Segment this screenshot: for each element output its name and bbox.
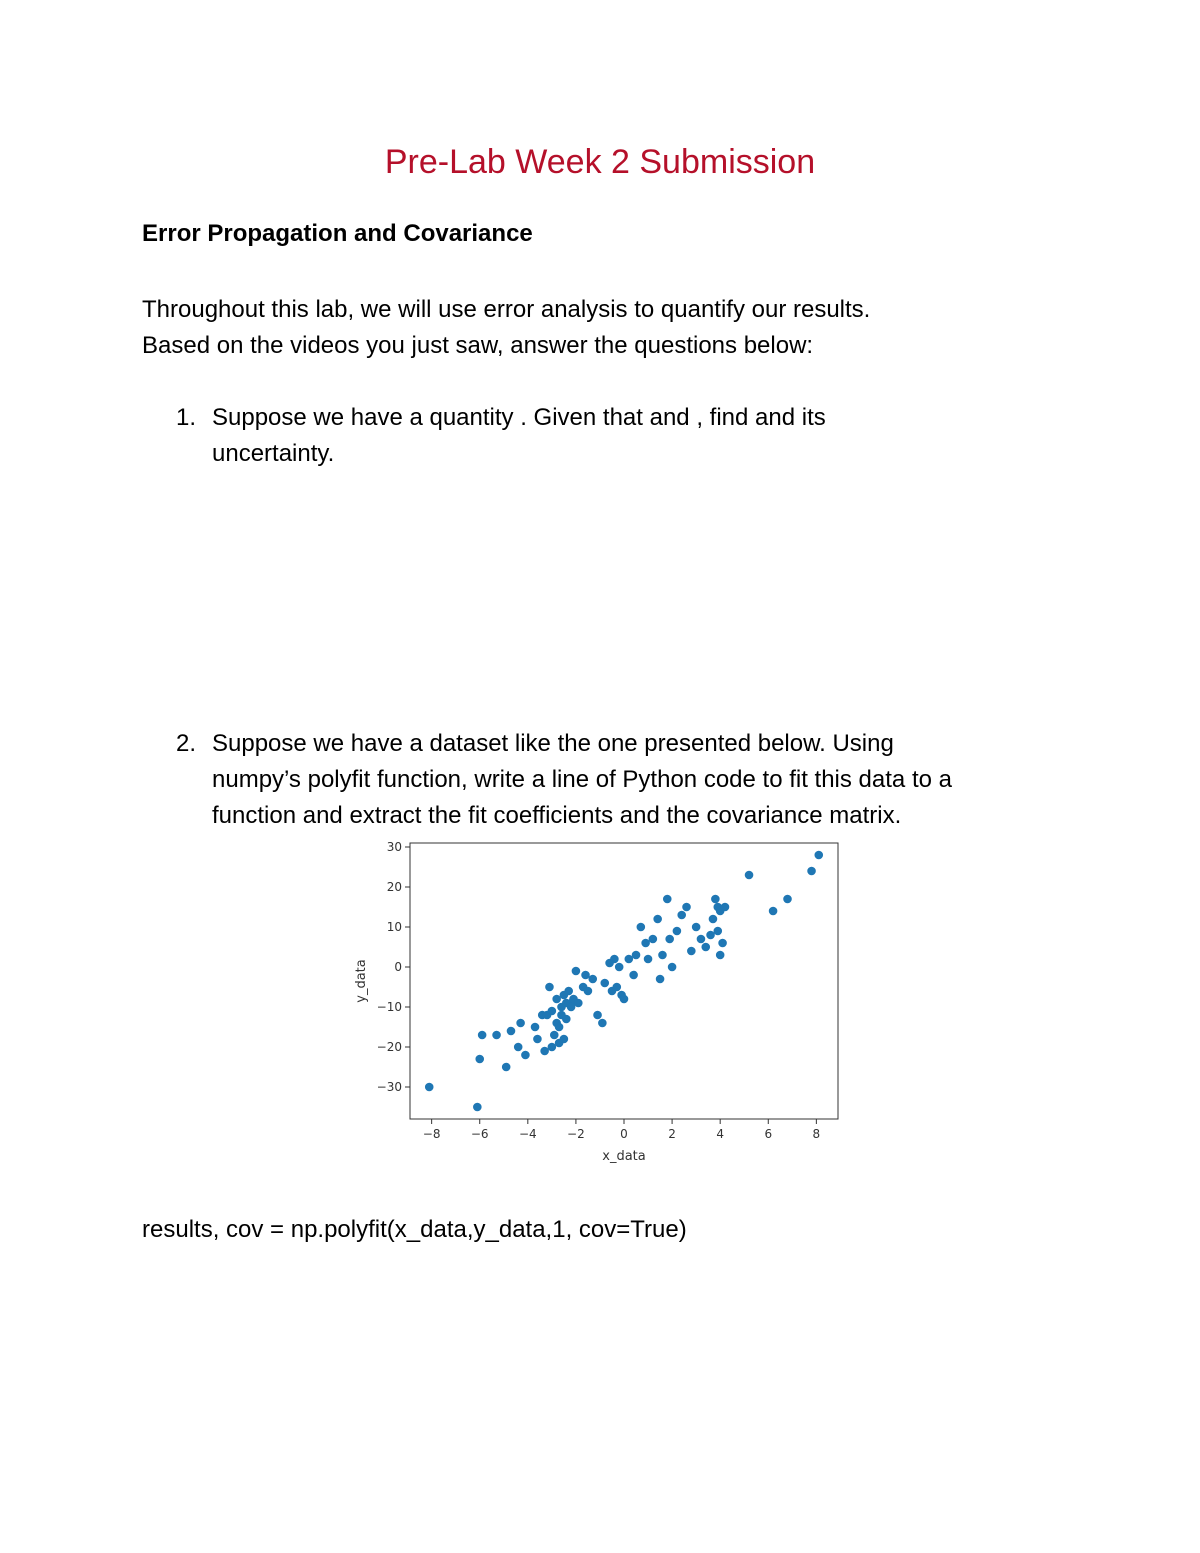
data-point (555, 1023, 564, 1032)
x-tick-label: −8 (422, 1127, 441, 1141)
data-point (545, 983, 554, 992)
data-point (701, 943, 710, 952)
data-point (588, 975, 597, 984)
data-point (478, 1031, 487, 1040)
data-point (644, 955, 653, 964)
x-tick-label: −6 (470, 1127, 489, 1141)
section-heading: Error Propagation and Covariance (142, 220, 533, 247)
data-point (610, 955, 619, 964)
data-point (548, 1007, 557, 1016)
data-point (649, 935, 658, 944)
question-text (212, 726, 1092, 834)
points-layer (425, 851, 823, 1112)
data-point (574, 999, 583, 1008)
data-point (807, 867, 816, 876)
data-point (550, 1031, 559, 1040)
page-title: Pre-Lab Week 2 Submission (384, 143, 816, 181)
data-point (632, 951, 641, 960)
data-point (473, 1103, 482, 1112)
data-point (584, 987, 593, 996)
data-point (425, 1083, 434, 1092)
data-point (745, 871, 754, 880)
ticks-layer (377, 840, 821, 1141)
scatter-chart (340, 836, 860, 1171)
data-point (516, 1019, 525, 1028)
data-point (533, 1035, 542, 1044)
data-point (552, 995, 561, 1004)
data-point (598, 1019, 607, 1028)
intro-line: Based on the videos you just saw, answer the questions below: (142, 332, 814, 359)
data-point (560, 1035, 569, 1044)
question-line: uncertainty. (212, 440, 335, 467)
x-tick-label: −4 (518, 1127, 537, 1141)
x-tick-label: 6 (764, 1127, 773, 1141)
data-point (637, 923, 646, 932)
y-tick-label: 0 (394, 960, 402, 974)
data-point (668, 963, 677, 972)
question-line: function and extract the fit coefficients and the covariance matrix. (212, 802, 902, 829)
y-tick-label: 30 (386, 840, 402, 854)
data-point (514, 1043, 523, 1052)
data-point (567, 1003, 576, 1012)
data-point (540, 1047, 549, 1056)
intro-line: Throughout this lab, we will use error analysis to quantify our results. (142, 296, 871, 323)
y-axis-label: y_data (354, 959, 369, 1003)
question-line: Suppose we have a dataset like the one presented below. Using (212, 730, 894, 757)
data-point (658, 951, 667, 960)
y-tick-label: −10 (376, 1000, 402, 1014)
data-point (612, 983, 621, 992)
question-2 (176, 726, 1096, 846)
data-point (673, 927, 682, 936)
data-point (769, 907, 778, 916)
data-point (502, 1063, 511, 1072)
data-point (629, 971, 638, 980)
y-tick-label: −30 (376, 1080, 402, 1094)
data-point (783, 895, 792, 904)
question-line: numpy’s polyfit function, write a line of Python code to fit this data to a (212, 766, 952, 793)
data-point (625, 955, 634, 964)
data-point (572, 967, 581, 976)
data-point (593, 1011, 602, 1020)
data-point (709, 915, 718, 924)
x-tick-label: 0 (620, 1127, 628, 1141)
plot-frame (410, 843, 838, 1119)
data-point (713, 927, 722, 936)
data-point (564, 987, 573, 996)
data-point (687, 947, 696, 956)
data-point (656, 975, 665, 984)
data-point (507, 1027, 516, 1036)
x-tick-label: −2 (567, 1127, 585, 1141)
y-tick-label: 10 (386, 920, 402, 934)
data-point (663, 895, 672, 904)
answer-code-line: results, cov = np.polyfit(x_data,y_data,1, cov=True) (142, 1216, 687, 1243)
data-point (620, 995, 629, 1004)
data-point (600, 979, 609, 988)
data-point (521, 1051, 530, 1060)
y-tick-label: −20 (376, 1040, 402, 1054)
data-point (716, 951, 725, 960)
data-point (665, 935, 674, 944)
data-point (475, 1055, 484, 1064)
question-number: 2. (176, 730, 197, 757)
question-text (212, 400, 1092, 472)
data-point (711, 895, 720, 904)
x-tick-label: 2 (668, 1127, 676, 1141)
data-point (682, 903, 691, 912)
data-point (677, 911, 686, 920)
intro-paragraph (142, 292, 1102, 364)
data-point (697, 935, 706, 944)
x-tick-label: 8 (812, 1127, 821, 1141)
y-tick-label: 20 (386, 880, 402, 894)
data-point (615, 963, 624, 972)
data-point (721, 903, 730, 912)
data-point (692, 923, 701, 932)
data-point (531, 1023, 540, 1032)
data-point (548, 1043, 557, 1052)
data-point (706, 931, 715, 940)
question-1 (176, 400, 1096, 480)
data-point (562, 1015, 571, 1024)
data-point (492, 1031, 501, 1040)
question-number: 1. (176, 404, 197, 431)
data-point (653, 915, 662, 924)
data-point (581, 971, 590, 980)
data-point (718, 939, 727, 948)
question-line: Suppose we have a quantity . Given that and , find and its (212, 404, 826, 431)
data-point (814, 851, 823, 860)
data-point (641, 939, 650, 948)
x-tick-label: 4 (716, 1127, 725, 1141)
x-axis-label: x_data (602, 1149, 646, 1164)
